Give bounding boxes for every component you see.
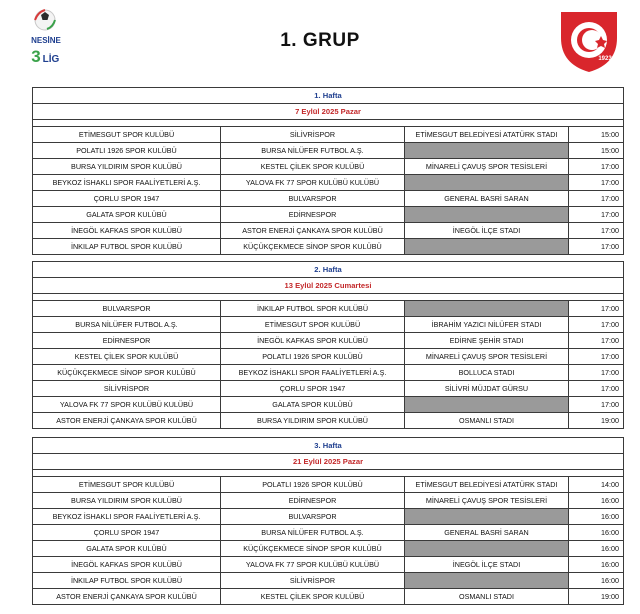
week-date: 21 Eylül 2025 Pazar xyxy=(33,454,624,470)
match-row xyxy=(33,573,624,589)
venue-empty xyxy=(405,509,569,525)
match-row xyxy=(33,509,624,525)
week-title: 1. Hafta xyxy=(33,88,624,104)
away-team: İNKILAP FUTBOL SPOR KULÜBÜ xyxy=(221,301,405,317)
match-row xyxy=(33,365,624,381)
kickoff-time: 17:00 xyxy=(569,333,624,349)
home-team: YALOVA FK 77 SPOR KULÜBÜ KULÜBÜ xyxy=(33,397,221,413)
venue: MİNARELİ ÇAVUŞ SPOR TESİSLERİ xyxy=(405,349,569,365)
week-date: 7 Eylül 2025 Pazar xyxy=(33,104,624,120)
kickoff-time: 17:00 xyxy=(569,159,624,175)
home-team: POLATLI 1926 SPOR KULÜBÜ xyxy=(33,143,221,159)
venue: İBRAHİM YAZICI NİLÜFER STADI xyxy=(405,317,569,333)
week-date: 13 Eylül 2025 Cumartesi xyxy=(33,278,624,294)
home-team: BEYKOZ İSHAKLI SPOR FAALİYETLERİ A.Ş. xyxy=(33,509,221,525)
home-team: ASTOR ENERJİ ÇANKAYA SPOR KULÜBÜ xyxy=(33,413,221,429)
away-team: ASTOR ENERJİ ÇANKAYA SPOR KULÜBÜ xyxy=(221,223,405,239)
away-team: BURSA YILDIRIM SPOR KULÜBÜ xyxy=(221,413,405,429)
home-team: EDİRNESPOR xyxy=(33,333,221,349)
away-team: KÜÇÜKÇEKMECE SİNOP SPOR KULÜBÜ xyxy=(221,541,405,557)
week-title: 3. Hafta xyxy=(33,438,624,454)
match-row xyxy=(33,333,624,349)
kickoff-time: 14:00 xyxy=(569,477,624,493)
match-row xyxy=(33,301,624,317)
kickoff-time: 17:00 xyxy=(569,207,624,223)
match-row xyxy=(33,191,624,207)
home-team: ÇORLU SPOR 1947 xyxy=(33,191,221,207)
away-team: ÇORLU SPOR 1947 xyxy=(221,381,405,397)
kickoff-time: 17:00 xyxy=(569,397,624,413)
home-team: GALATA SPOR KULÜBÜ xyxy=(33,541,221,557)
away-team: BULVARSPOR xyxy=(221,509,405,525)
away-team: BURSA NİLÜFER FUTBOL A.Ş. xyxy=(221,525,405,541)
logo-brand-number: 3 xyxy=(31,47,41,66)
match-row xyxy=(33,143,624,159)
venue: İNEGÖL İLÇE STADI xyxy=(405,223,569,239)
away-team: EDİRNESPOR xyxy=(221,207,405,223)
venue-empty xyxy=(405,541,569,557)
home-team: İNEGÖL KAFKAS SPOR KULÜBÜ xyxy=(33,557,221,573)
match-row xyxy=(33,493,624,509)
kickoff-time: 15:00 xyxy=(569,143,624,159)
kickoff-time: 16:00 xyxy=(569,509,624,525)
away-team: SİLİVRİSPOR xyxy=(221,573,405,589)
kickoff-time: 17:00 xyxy=(569,301,624,317)
match-row xyxy=(33,557,624,573)
kickoff-time: 17:00 xyxy=(569,175,624,191)
kickoff-time: 17:00 xyxy=(569,239,624,255)
spacer-row xyxy=(33,120,624,127)
page-title: 1. GRUP xyxy=(280,30,360,51)
home-team: KÜÇÜKÇEKMECE SİNOP SPOR KULÜBÜ xyxy=(33,365,221,381)
kickoff-time: 17:00 xyxy=(569,317,624,333)
venue-empty xyxy=(405,573,569,589)
venue: SİLİVRİ MÜJDAT GÜRSU xyxy=(405,381,569,397)
match-row xyxy=(33,477,624,493)
venue: İNEGÖL İLÇE STADI xyxy=(405,557,569,573)
away-team: SİLİVRİSPOR xyxy=(221,127,405,143)
venue: GENERAL BASRİ SARAN xyxy=(405,525,569,541)
spacer-row xyxy=(33,294,624,301)
away-team: KESTEL ÇİLEK SPOR KULÜBÜ xyxy=(221,589,405,605)
away-team: İNEGÖL KAFKAS SPOR KULÜBÜ xyxy=(221,333,405,349)
kickoff-time: 16:00 xyxy=(569,525,624,541)
away-team: BULVARSPOR xyxy=(221,191,405,207)
home-team: İNKILAP FUTBOL SPOR KULÜBÜ xyxy=(33,573,221,589)
match-row xyxy=(33,175,624,191)
away-team: POLATLI 1926 SPOR KULÜBÜ xyxy=(221,349,405,365)
away-team: BEYKOZ İSHAKLI SPOR FAALİYETLERİ A.Ş. xyxy=(221,365,405,381)
venue: BOLLUCA STADI xyxy=(405,365,569,381)
venue: GENERAL BASRİ SARAN xyxy=(405,191,569,207)
home-team: BEYKOZ İSHAKLI SPOR FAALİYETLERİ A.Ş. xyxy=(33,175,221,191)
kickoff-time: 16:00 xyxy=(569,573,624,589)
kickoff-time: 16:00 xyxy=(569,557,624,573)
away-team: POLATLI 1926 SPOR KULÜBÜ xyxy=(221,477,405,493)
away-team: GALATA SPOR KULÜBÜ xyxy=(221,397,405,413)
kickoff-time: 17:00 xyxy=(569,365,624,381)
match-row xyxy=(33,349,624,365)
match-row xyxy=(33,525,624,541)
venue-empty xyxy=(405,207,569,223)
crest-year: 1923 xyxy=(598,56,612,62)
week-3-table xyxy=(32,437,624,605)
spacer-row xyxy=(33,470,624,477)
home-team: ETİMESGUT SPOR KULÜBÜ xyxy=(33,477,221,493)
home-team: ÇORLU SPOR 1947 xyxy=(33,525,221,541)
home-team: BURSA YILDIRIM SPOR KULÜBÜ xyxy=(33,159,221,175)
kickoff-time: 17:00 xyxy=(569,223,624,239)
venue-empty xyxy=(405,397,569,413)
away-team: EDİRNESPOR xyxy=(221,493,405,509)
week-title: 2. Hafta xyxy=(33,262,624,278)
home-team: ASTOR ENERJİ ÇANKAYA SPOR KULÜBÜ xyxy=(33,589,221,605)
venue: EDİRNE ŞEHİR STADI xyxy=(405,333,569,349)
venue: OSMANLI STADI xyxy=(405,589,569,605)
match-row xyxy=(33,207,624,223)
kickoff-time: 16:00 xyxy=(569,541,624,557)
kickoff-time: 15:00 xyxy=(569,127,624,143)
match-row xyxy=(33,223,624,239)
venue: OSMANLI STADI xyxy=(405,413,569,429)
match-row xyxy=(33,381,624,397)
home-team: BURSA NİLÜFER FUTBOL A.Ş. xyxy=(33,317,221,333)
match-row xyxy=(33,239,624,255)
home-team: BURSA YILDIRIM SPOR KULÜBÜ xyxy=(33,493,221,509)
home-team: GALATA SPOR KULÜBÜ xyxy=(33,207,221,223)
home-team: ETİMESGUT SPOR KULÜBÜ xyxy=(33,127,221,143)
kickoff-time: 16:00 xyxy=(569,493,624,509)
venue-empty xyxy=(405,175,569,191)
home-team: İNKILAP FUTBOL SPOR KULÜBÜ xyxy=(33,239,221,255)
home-team: SİLİVRİSPOR xyxy=(33,381,221,397)
home-team: BULVARSPOR xyxy=(33,301,221,317)
kickoff-time: 17:00 xyxy=(569,349,624,365)
kickoff-time: 17:00 xyxy=(569,191,624,207)
match-row xyxy=(33,317,624,333)
venue: ETİMESGUT BELEDİYESİ ATATÜRK STADI xyxy=(405,127,569,143)
away-team: ETİMESGUT SPOR KULÜBÜ xyxy=(221,317,405,333)
home-team: KESTEL ÇİLEK SPOR KULÜBÜ xyxy=(33,349,221,365)
away-team: KESTEL ÇİLEK SPOR KULÜBÜ xyxy=(221,159,405,175)
page-header xyxy=(0,0,640,86)
venue-empty xyxy=(405,143,569,159)
kickoff-time: 19:00 xyxy=(569,413,624,429)
match-row xyxy=(33,397,624,413)
venue-empty xyxy=(405,301,569,317)
away-team: BURSA NİLÜFER FUTBOL A.Ş. xyxy=(221,143,405,159)
home-team: İNEGÖL KAFKAS SPOR KULÜBÜ xyxy=(33,223,221,239)
away-team: YALOVA FK 77 SPOR KULÜBÜ KULÜBÜ xyxy=(221,175,405,191)
logo-brand-bottom: LİG xyxy=(42,54,60,65)
away-team: YALOVA FK 77 SPOR KULÜBÜ KULÜBÜ xyxy=(221,557,405,573)
tff-crest-logo xyxy=(557,8,621,74)
match-row xyxy=(33,589,624,605)
away-team: KÜÇÜKÇEKMECE SİNOP SPOR KULÜBÜ xyxy=(221,239,405,255)
venue: MİNARELİ ÇAVUŞ SPOR TESİSLERİ xyxy=(405,493,569,509)
venue-empty xyxy=(405,239,569,255)
logo-brand-top: NESİNE xyxy=(31,36,61,45)
match-row xyxy=(33,159,624,175)
week-2-table xyxy=(32,261,624,429)
match-row xyxy=(33,413,624,429)
kickoff-time: 19:00 xyxy=(569,589,624,605)
venue: MİNARELİ ÇAVUŞ SPOR TESİSLERİ xyxy=(405,159,569,175)
week-1-table xyxy=(32,87,624,255)
match-row xyxy=(33,541,624,557)
kickoff-time: 17:00 xyxy=(569,381,624,397)
match-row xyxy=(33,127,624,143)
venue: ETİMESGUT BELEDİYESİ ATATÜRK STADI xyxy=(405,477,569,493)
